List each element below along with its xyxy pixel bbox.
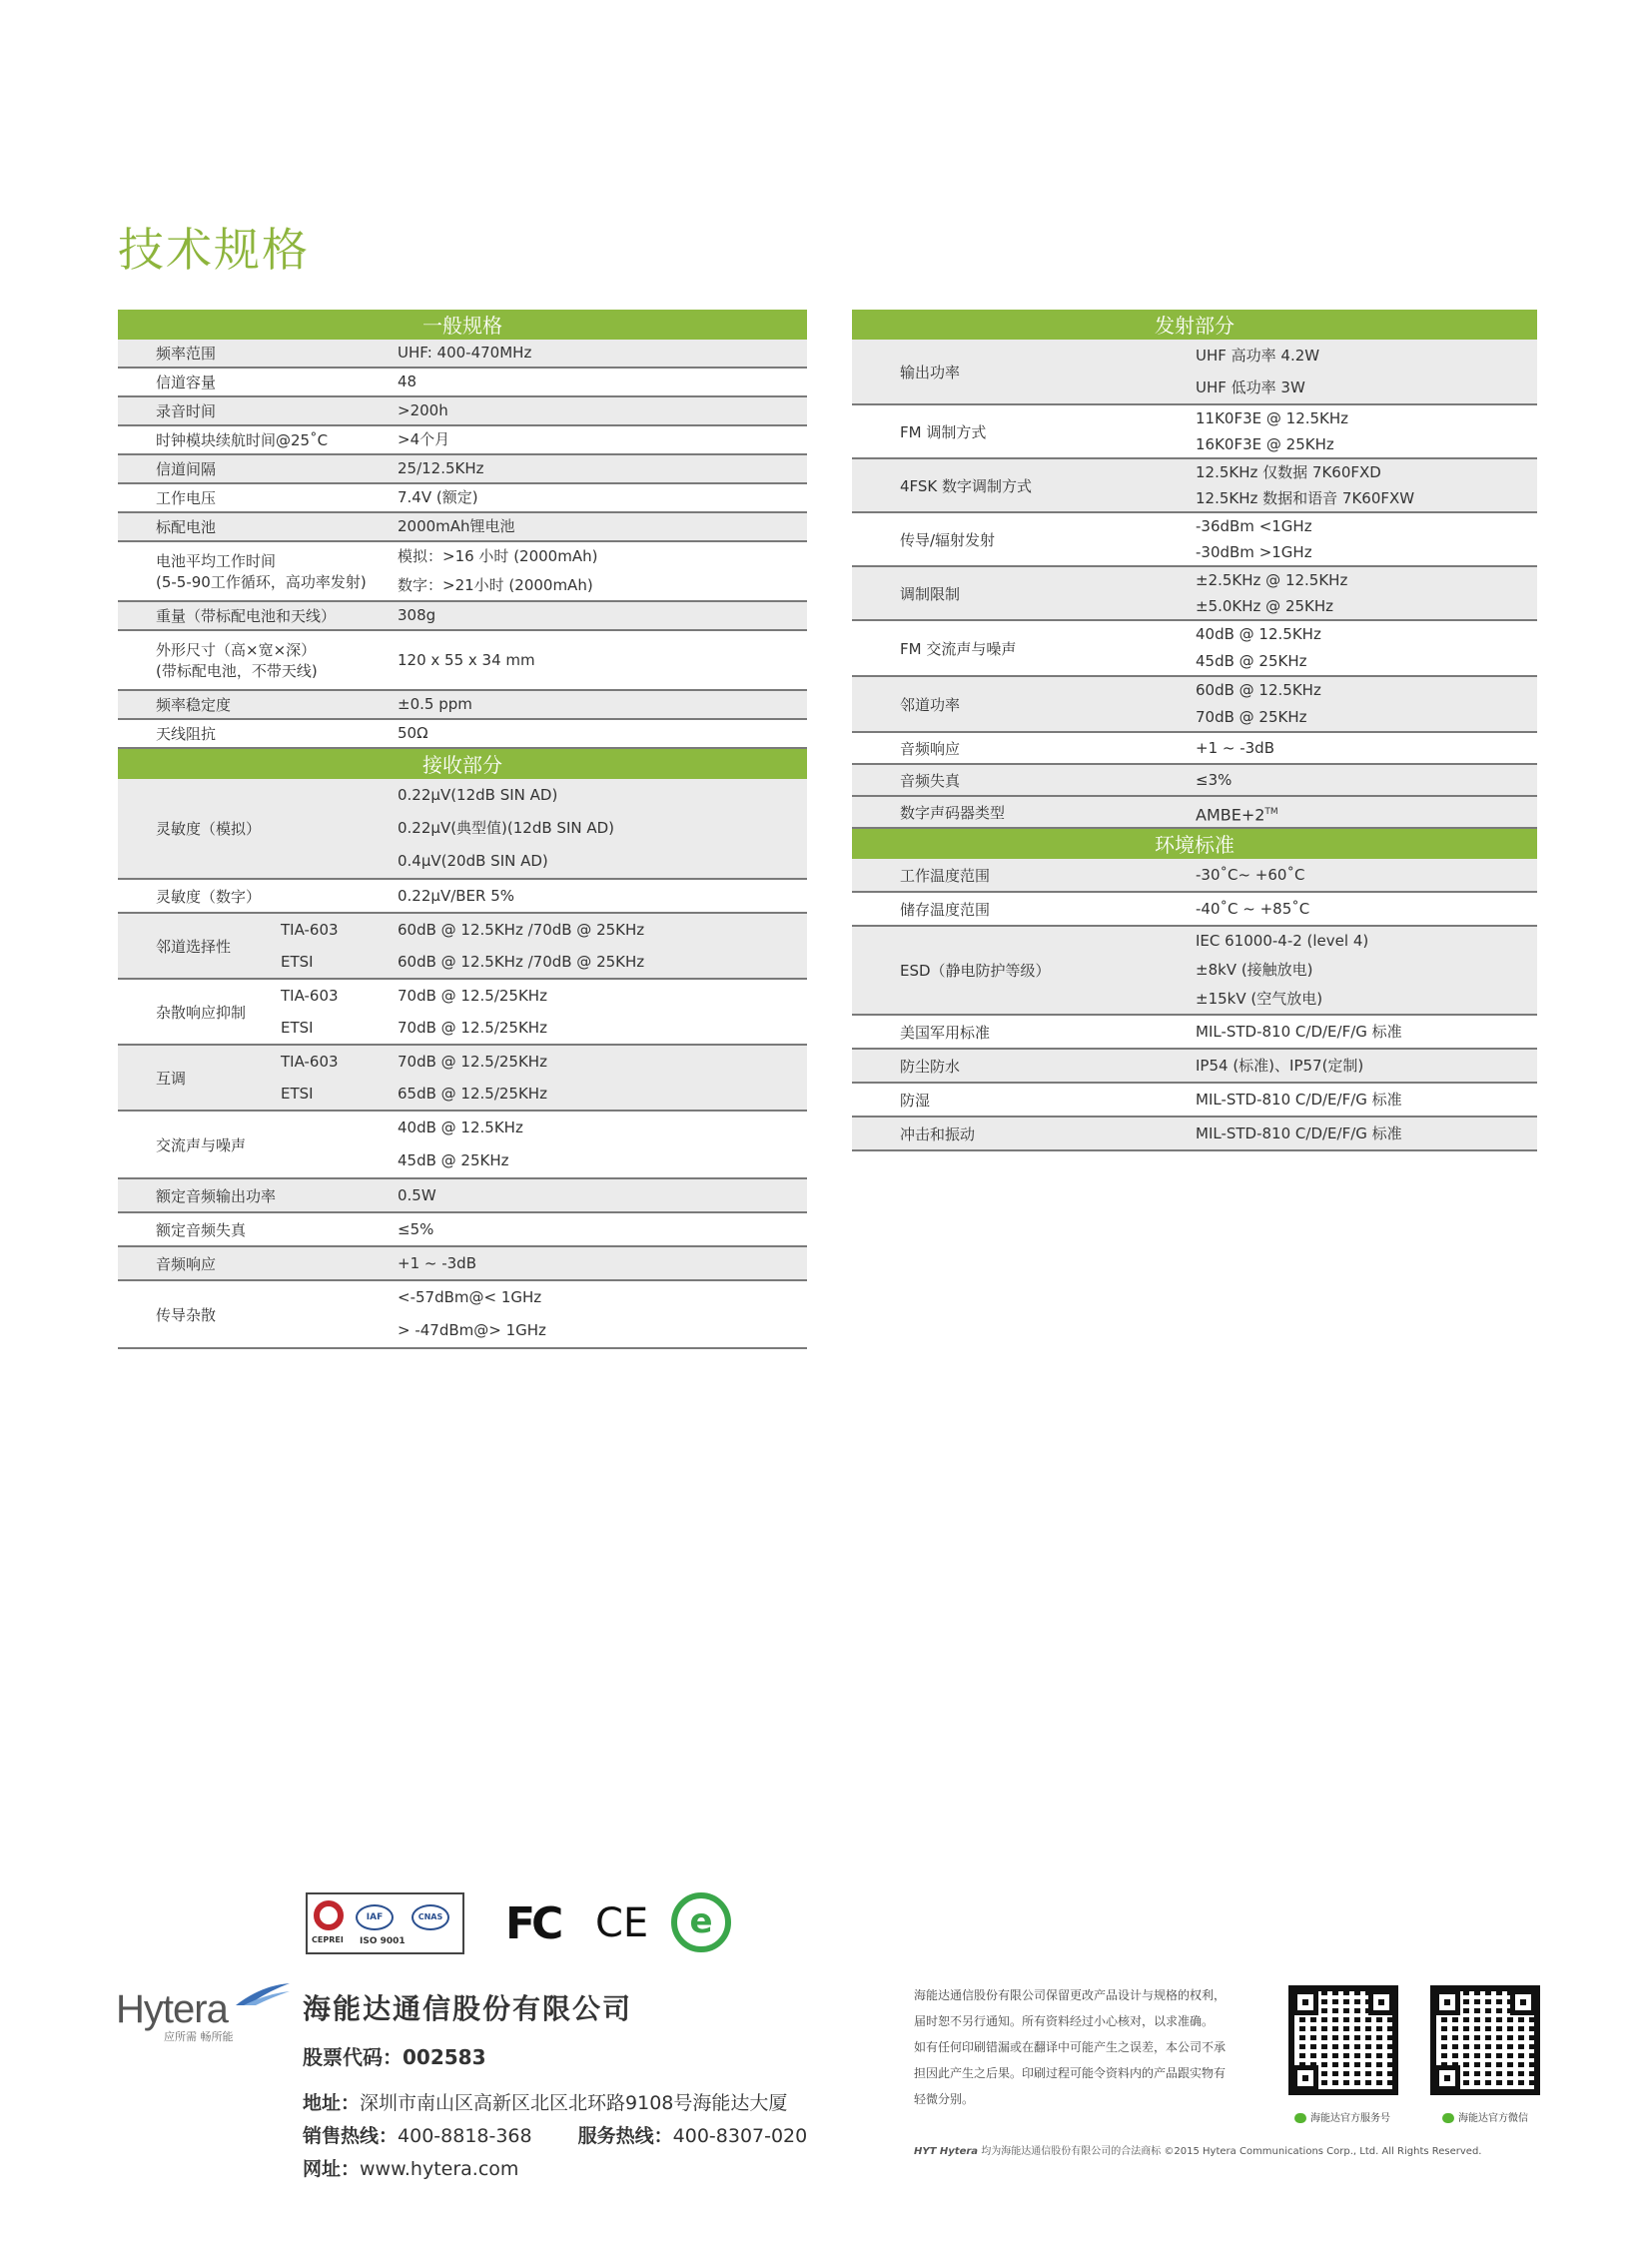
spec-label-line: 电池平均工作时间	[156, 552, 277, 570]
spec-value: 0.22μV(典型值)(12dB SIN AD)	[398, 819, 615, 837]
spec-value	[1196, 340, 1537, 403]
copyright-brand: HYT Hytera	[914, 2146, 979, 2157]
spec-label	[118, 340, 398, 367]
environment-spec-table	[852, 859, 1537, 1151]
spec-label-line: 邻道功率	[900, 695, 961, 714]
spec-label-line: 工作温度范围	[900, 866, 991, 885]
disclaimer-line: 届时恕不另行通知。所有资料经过小心核对，以求准确。	[914, 2014, 1215, 2028]
spec-label-line: 重量（带标配电池和天线）	[156, 607, 337, 625]
spec-label	[852, 1118, 1196, 1149]
spec-row	[118, 484, 807, 513]
spec-label	[118, 513, 398, 540]
spec-label-line: 防尘防水	[900, 1057, 961, 1076]
spec-label	[852, 567, 1196, 619]
fcc-logo-icon: FC	[505, 1898, 560, 1949]
spec-value	[1196, 733, 1537, 763]
spec-label: 邻道选择性	[156, 937, 232, 956]
wechat-icon	[1442, 2113, 1454, 2123]
transmit-spec-table	[852, 340, 1537, 797]
spec-label-line: FM 交流声与噪声	[900, 639, 1017, 658]
spec-label-line: 音频失真	[900, 771, 961, 790]
brand-slogan: 应所需 畅所能	[164, 2030, 234, 2043]
spec-row-audio-power	[118, 1179, 807, 1213]
spec-row	[118, 455, 807, 484]
spec-value: 70dB @ 12.5/25KHz	[398, 1019, 547, 1037]
spec-label-line: 4FSK 数字调制方式	[900, 476, 1033, 495]
spec-value: 70dB @ 12.5/25KHz	[398, 1053, 547, 1071]
spec-label: 互调	[156, 1069, 187, 1088]
spec-label	[118, 691, 398, 718]
right-column	[852, 310, 1537, 1151]
spec-row	[852, 513, 1537, 567]
spec-label	[852, 765, 1196, 795]
spec-value-line: 数字：>21小时 (2000mAh)	[398, 576, 593, 594]
spec-value	[398, 340, 807, 367]
spec-row	[852, 567, 1537, 621]
spec-value	[1196, 677, 1537, 731]
qr-caption-wechat	[1442, 2109, 1528, 2124]
spec-row-sensitivity-digital	[118, 880, 807, 914]
spec-label-line: 信道间隔	[156, 460, 217, 478]
spec-label: 音频响应	[156, 1254, 217, 1273]
spec-label	[852, 927, 1196, 1014]
spec-row	[118, 691, 807, 720]
spec-label-line: 工作电压	[156, 489, 217, 507]
spec-row	[118, 602, 807, 631]
spec-value-line: >4个月	[398, 430, 450, 448]
spec-label	[852, 893, 1196, 925]
spec-value: 0.22μV/BER 5%	[398, 887, 515, 905]
spec-row-codec	[852, 797, 1537, 829]
spec-value-line: -30dBm >1GHz	[1196, 543, 1312, 561]
spec-value-line: UHF 低功率 3W	[1196, 378, 1305, 396]
spec-value	[1196, 859, 1537, 891]
spec-value	[398, 720, 807, 747]
spec-value	[1196, 459, 1537, 511]
qr-code-service-icon[interactable]	[1288, 1985, 1398, 2095]
spec-value-line: ±5.0KHz @ 25KHz	[1196, 597, 1334, 615]
spec-row	[852, 1084, 1537, 1118]
service-label: 服务热线：	[577, 2125, 673, 2147]
spec-value-line: UHF: 400-470MHz	[398, 344, 532, 362]
qr-caption-text: 海能达官方服务号	[1310, 2113, 1390, 2124]
spec-value	[1196, 405, 1537, 457]
spec-value-line: IP54 (标准)、IP57(定制)	[1196, 1057, 1364, 1075]
copyright-text: 均为海能达通信股份有限公司的合法商标 ©2015 Hytera Communications Corp., Ltd. All Rights Reserved.	[981, 2146, 1482, 2157]
spec-value-line: UHF 高功率 4.2W	[1196, 347, 1320, 365]
spec-label-line: (5-5-90工作循环，高功率发射)	[156, 573, 367, 591]
brand-name: Hytera	[116, 1987, 228, 2031]
spec-label	[118, 455, 398, 482]
disclaimer-line: 轻微分别。	[914, 2092, 975, 2106]
spec-value: ≤5%	[398, 1220, 434, 1238]
spec-label	[118, 631, 398, 689]
spec-value-line: 60dB @ 12.5KHz	[1196, 681, 1321, 699]
ceprei-label: CEPREI	[312, 1935, 344, 1944]
spec-label	[118, 369, 398, 395]
spec-value	[1196, 1118, 1537, 1149]
left-column	[118, 310, 807, 1349]
spec-row	[852, 1016, 1537, 1050]
spec-row	[852, 893, 1537, 927]
spec-label: 杂散响应抑制	[156, 1003, 247, 1022]
website-link[interactable]: www.hytera.com	[360, 2158, 519, 2180]
spec-label: 额定音频失真	[156, 1220, 247, 1239]
spec-label-line: 储存温度范围	[900, 900, 991, 919]
spec-value: 0.5W	[398, 1186, 436, 1204]
spec-value: 0.22μV(12dB SIN AD)	[398, 786, 558, 804]
spec-value: +1 ~ -3dB	[398, 1254, 476, 1272]
web-label: 网址：	[303, 2158, 361, 2180]
spec-label	[852, 1016, 1196, 1048]
spec-label	[118, 397, 398, 424]
spec-label-line: 录音时间	[156, 402, 217, 420]
spec-label-line: ESD（静电防护等级）	[900, 962, 1051, 980]
spec-row	[118, 631, 807, 691]
spec-value-line: 50Ω	[398, 724, 428, 742]
spec-value-line: 模拟：>16 小时 (2000mAh)	[398, 547, 598, 565]
stock-label: 股票代码：	[303, 2045, 403, 2069]
spec-value-line: >200h	[398, 401, 448, 419]
spec-value	[1196, 567, 1537, 619]
spec-label	[852, 859, 1196, 891]
spec-label: 数字声码器类型	[900, 803, 1006, 822]
spec-label-line: 输出功率	[900, 363, 961, 381]
spec-label-line: 信道容量	[156, 374, 217, 391]
spec-value-line: ±15kV (空气放电)	[1196, 990, 1323, 1008]
spec-value	[1196, 1084, 1537, 1116]
address-label: 地址：	[303, 2092, 361, 2114]
spec-value-line: IEC 61000-4-2 (level 4)	[1196, 932, 1369, 950]
eco-logo-icon: e	[671, 1892, 731, 1952]
spec-sublabel: TIA-603	[281, 987, 339, 1005]
cnas-logo-icon: CNAS	[412, 1904, 449, 1930]
copyright	[914, 2142, 1482, 2157]
company-info	[303, 1987, 807, 2181]
spec-value: 45dB @ 25KHz	[398, 1151, 509, 1169]
spec-value: 60dB @ 12.5KHz /70dB @ 25KHz	[398, 953, 645, 971]
spec-row	[852, 1118, 1537, 1151]
spec-label: 传导杂散	[156, 1305, 217, 1324]
section-header-transmit: 发射部分	[852, 310, 1537, 340]
brand-wing-icon	[234, 1981, 292, 2007]
spec-row	[852, 340, 1537, 405]
spec-label-line: 频率稳定度	[156, 696, 232, 714]
spec-label-line: 防湿	[900, 1091, 931, 1110]
spec-value	[398, 484, 807, 511]
spec-value	[1196, 513, 1537, 565]
spec-label	[852, 1084, 1196, 1116]
spec-value-line: +1 ~ -3dB	[1196, 739, 1274, 757]
spec-row	[852, 765, 1537, 797]
spec-value	[398, 397, 807, 424]
spec-value-line: MIL-STD-810 C/D/E/F/G 标准	[1196, 1023, 1402, 1041]
spec-value	[1196, 927, 1537, 1014]
spec-value-line: 40dB @ 12.5KHz	[1196, 625, 1321, 643]
spec-label	[852, 1050, 1196, 1082]
trademark-mark: TM	[1264, 807, 1278, 817]
spec-value-line: 70dB @ 25KHz	[1196, 708, 1307, 726]
spec-row	[852, 1050, 1537, 1084]
spec-value	[398, 426, 807, 453]
ceprei-logo-icon	[314, 1900, 344, 1930]
spec-row	[118, 720, 807, 749]
spec-label-line: 音频响应	[900, 739, 961, 758]
spec-row	[118, 397, 807, 426]
service-hotline: 400-8307-020	[672, 2125, 808, 2147]
spec-sublabel: ETSI	[281, 1085, 314, 1103]
spec-label	[852, 405, 1196, 457]
spec-value-line: 48	[398, 373, 417, 390]
spec-label-line: 频率范围	[156, 345, 217, 363]
spec-row	[852, 459, 1537, 513]
spec-label	[118, 426, 398, 453]
spec-label-line: 调制限制	[900, 584, 961, 603]
spec-label-line: 冲击和振动	[900, 1124, 976, 1143]
spec-label: 灵敏度（模拟）	[156, 820, 262, 838]
iso-label: ISO 9001	[360, 1936, 406, 1946]
spec-row	[852, 677, 1537, 733]
general-spec-table	[118, 340, 807, 749]
spec-label	[118, 484, 398, 511]
spec-value-line: MIL-STD-810 C/D/E/F/G 标准	[1196, 1124, 1402, 1142]
disclaimer-line: 担因此产生之后果。印刷过程可能令资料内的产品跟实物有	[914, 2066, 1227, 2080]
spec-value	[1196, 621, 1537, 675]
disclaimer-line: 如有任何印刷错漏或在翻译中可能产生之误差，本公司不承	[914, 2040, 1227, 2054]
spec-row-audio-distortion	[118, 1213, 807, 1247]
spec-value	[398, 455, 807, 482]
spec-row	[118, 340, 807, 369]
spec-value	[398, 369, 807, 395]
qr-code-wechat-icon[interactable]	[1430, 1985, 1540, 2095]
spec-value-line: MIL-STD-810 C/D/E/F/G 标准	[1196, 1091, 1402, 1109]
spec-row	[852, 621, 1537, 677]
spec-value	[1196, 893, 1537, 925]
sales-label: 销售热线：	[303, 2125, 399, 2147]
ce-logo-icon: CE	[595, 1900, 649, 1946]
spec-label	[852, 733, 1196, 763]
spec-label-line: 天线阻抗	[156, 725, 217, 743]
section-header-environment: 环境标准	[852, 829, 1537, 859]
spec-value: 40dB @ 12.5KHz	[398, 1119, 523, 1136]
spec-label	[118, 720, 398, 747]
spec-row	[118, 426, 807, 455]
spec-value	[1196, 1016, 1537, 1048]
spec-value-line: 12.5KHz 数据和语音 7K60FXW	[1196, 489, 1415, 507]
spec-value-line: 7.4V (额定)	[398, 488, 478, 506]
sales-hotline: 400-8818-368	[398, 2125, 532, 2147]
spec-label-line: 传导/辐射发射	[900, 530, 996, 549]
spec-label-line: 外形尺寸（高×宽×深）	[156, 641, 317, 659]
spec-value-line: 45dB @ 25KHz	[1196, 652, 1307, 670]
spec-value	[1196, 1050, 1537, 1082]
spec-value-line: -36dBm <1GHz	[1196, 517, 1312, 535]
iso-cert-box	[306, 1892, 464, 1954]
spec-value: 65dB @ 12.5/25KHz	[398, 1085, 547, 1103]
spec-value: > -47dBm@> 1GHz	[398, 1321, 546, 1339]
spec-value: 70dB @ 12.5/25KHz	[398, 987, 547, 1005]
spec-label	[852, 621, 1196, 675]
page-title: 技术规格	[118, 223, 310, 277]
spec-value-line: 11K0F3E @ 12.5KHz	[1196, 409, 1349, 427]
spec-sublabel: ETSI	[281, 953, 314, 971]
spec-sublabel: TIA-603	[281, 1053, 339, 1071]
spec-value-line: 120 x 55 x 34 mm	[398, 651, 535, 669]
spec-label: 额定音频输出功率	[156, 1186, 277, 1205]
address: 深圳市南山区高新区北区北环路9108号海能达大厦	[360, 2092, 788, 2114]
spec-value: 60dB @ 12.5KHz /70dB @ 25KHz	[398, 921, 645, 939]
spec-value	[398, 631, 807, 689]
spec-label	[852, 513, 1196, 565]
section-header-receive: 接收部分	[118, 749, 807, 779]
spec-value: 0.4μV(20dB SIN AD)	[398, 852, 548, 870]
spec-value-line: ±2.5KHz @ 12.5KHz	[1196, 571, 1348, 589]
brand-logo	[116, 1987, 234, 2044]
spec-label-line: FM 调制方式	[900, 422, 987, 441]
spec-group-intermod	[118, 1046, 807, 1112]
spec-value-line: -30˚C~ +60˚C	[1196, 866, 1305, 884]
spec-sublabel: TIA-603	[281, 921, 339, 939]
spec-label	[852, 459, 1196, 511]
spec-label	[852, 677, 1196, 731]
spec-label	[118, 602, 398, 629]
spec-row	[852, 733, 1537, 765]
spec-row	[852, 859, 1537, 893]
spec-group-adjacent	[118, 914, 807, 980]
spec-value-line: 2000mAh锂电池	[398, 517, 515, 535]
spec-row-conducted	[118, 1281, 807, 1349]
disclaimer	[914, 1982, 1273, 2112]
spec-value-line: 308g	[398, 606, 436, 624]
spec-row	[118, 542, 807, 602]
disclaimer-line: 海能达通信股份有限公司保留更改产品设计与规格的权利，	[914, 1988, 1227, 2002]
spec-group-spurious	[118, 980, 807, 1046]
spec-value-line: ±0.5 ppm	[398, 695, 472, 713]
wechat-icon	[1294, 2113, 1306, 2123]
spec-row	[118, 513, 807, 542]
section-header-general: 一般规格	[118, 310, 807, 340]
spec-label-line: 时钟模块续航时间@25˚C	[156, 431, 329, 449]
spec-row-audio-response	[118, 1247, 807, 1281]
spec-value-line: 12.5KHz 仅数据 7K60FXD	[1196, 463, 1381, 481]
spec-sublabel: ETSI	[281, 1019, 314, 1037]
spec-value-line: 16K0F3E @ 25KHz	[1196, 435, 1334, 453]
stock-code: 002583	[403, 2045, 486, 2069]
spec-value: <-57dBm@< 1GHz	[398, 1288, 542, 1306]
spec-row	[118, 369, 807, 397]
company-name: 海能达通信股份有限公司	[303, 1992, 633, 2025]
iaf-logo-icon: IAF	[356, 1904, 394, 1930]
spec-row-sensitivity-analog	[118, 779, 807, 880]
spec-value	[398, 542, 807, 600]
spec-value	[398, 513, 807, 540]
qr-caption-service	[1294, 2109, 1390, 2124]
spec-value	[398, 691, 807, 718]
spec-label: 交流声与噪声	[156, 1135, 247, 1154]
qr-caption-text: 海能达官方微信	[1458, 2113, 1528, 2124]
spec-value: AMBE+2	[1196, 805, 1265, 825]
spec-value	[398, 602, 807, 629]
spec-label-line: 标配电池	[156, 518, 217, 536]
spec-label-line: (带标配电池，不带天线)	[156, 662, 318, 680]
spec-value-line: ±8kV (接触放电)	[1196, 961, 1313, 979]
spec-label: 灵敏度（数字）	[156, 887, 262, 906]
spec-value-line: 25/12.5KHz	[398, 459, 484, 477]
spec-value-line: -40˚C ~ +85˚C	[1196, 900, 1310, 918]
spec-label	[852, 340, 1196, 403]
spec-label	[118, 542, 398, 600]
spec-value	[1196, 765, 1537, 795]
spec-value-line: ≤3%	[1196, 771, 1233, 789]
spec-label-line: 美国军用标准	[900, 1023, 991, 1042]
spec-row	[852, 927, 1537, 1016]
spec-row	[852, 405, 1537, 459]
spec-row-hum	[118, 1112, 807, 1179]
